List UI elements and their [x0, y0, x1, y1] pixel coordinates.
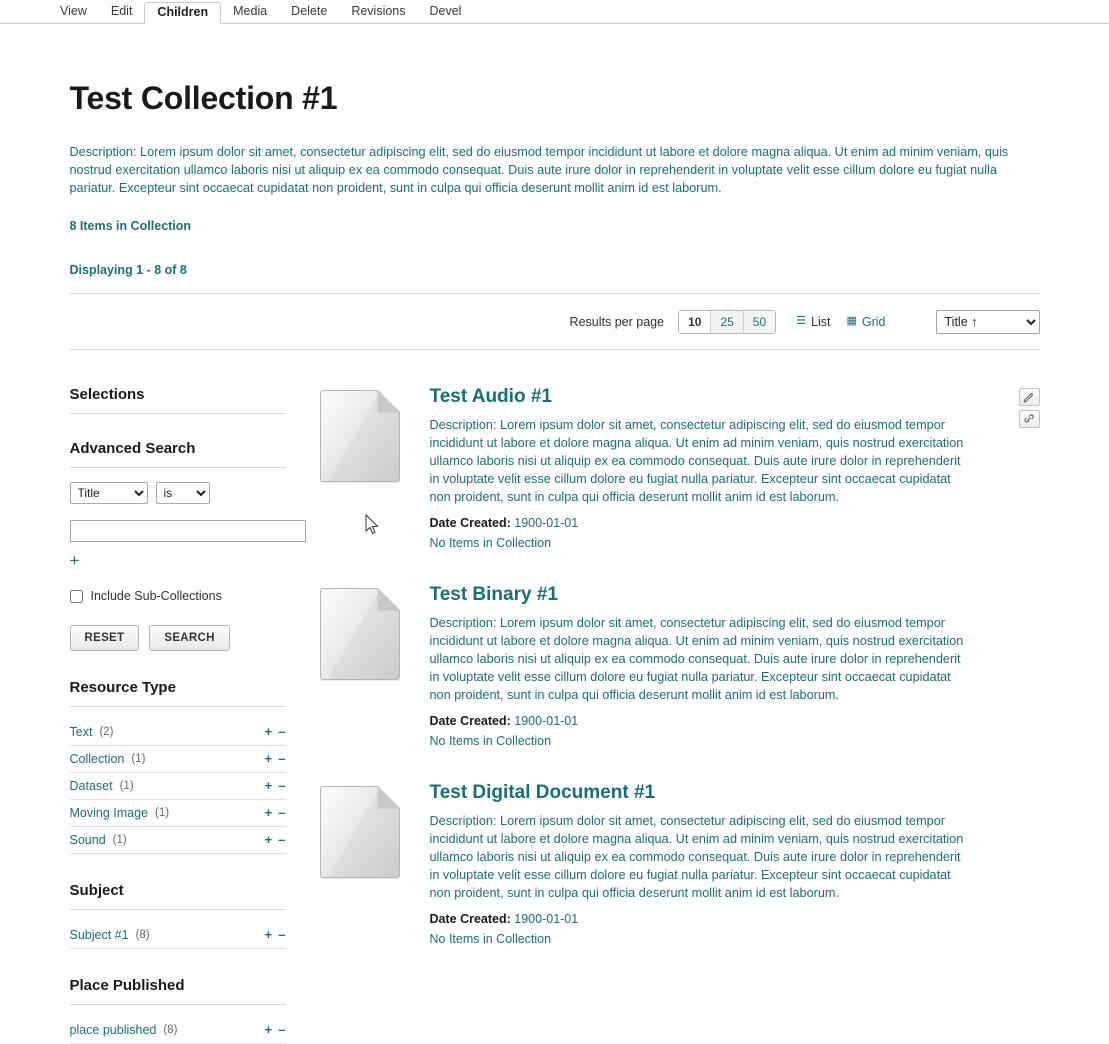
result-date — [430, 714, 970, 728]
facet-label[interactable]: Collection — [69, 751, 125, 766]
facet-label[interactable]: Text — [69, 724, 93, 739]
date-created-value: 1900-01-01 — [514, 714, 579, 728]
selections-heading: Selections — [70, 386, 286, 414]
result-body — [430, 386, 1040, 550]
tab-edit[interactable]: Edit — [110, 4, 133, 18]
facet-exclude-icon[interactable]: – — [278, 1022, 286, 1037]
view-grid-option[interactable] — [846, 315, 885, 329]
advanced-search-row — [70, 482, 286, 504]
facet-controls — [265, 724, 286, 739]
advanced-search-heading: Advanced Search — [70, 440, 286, 468]
result-date — [430, 516, 970, 530]
facet-include-icon[interactable]: + — [264, 751, 273, 766]
result-item — [320, 584, 1040, 748]
document-thumbnail-icon[interactable] — [320, 588, 400, 680]
result-date — [430, 912, 970, 926]
subject-heading: Subject — [70, 882, 286, 910]
facet-include-icon[interactable]: + — [264, 805, 273, 820]
search-field-select[interactable] — [70, 482, 148, 504]
tab-delete[interactable]: Delete — [291, 4, 328, 18]
facet-exclude-icon[interactable]: – — [278, 805, 286, 820]
tab-devel[interactable]: Devel — [429, 4, 462, 18]
result-no-items: No Items in Collection — [429, 536, 552, 550]
date-created-label: Date Created: — [429, 516, 511, 530]
facet-resource-type-text[interactable] — [70, 719, 286, 746]
facet-count: (1) — [131, 752, 146, 765]
thumbnail-wrap[interactable] — [320, 584, 430, 748]
add-search-row-button[interactable]: + — [69, 551, 80, 570]
facet-controls — [265, 751, 286, 766]
items-in-collection-count: 8 Items in Collection — [69, 219, 192, 233]
facet-label[interactable]: place published — [69, 1022, 157, 1037]
per-page-50-button[interactable]: 50 — [744, 311, 775, 333]
mouse-cursor — [366, 515, 380, 536]
date-created-value: 1900-01-01 — [514, 912, 579, 926]
result-title[interactable]: Test Audio #1 — [429, 386, 552, 407]
collection-description: Description: Lorem ipsum dolor sit amet, consectetur adipiscing elit, sed do eiusmod tempor incididunt ut labore et dolore magna aliqua. Ut enim ad minim veniam, quis nostrud exercitation ullamco laboris nisi ut aliquip ex ea commodo consequat. Duis aute irure dolor in reprehenderit in voluptate velit esse cillum dolore eu fugiat nulla pariatur. Excepteur sint occaecat cupidatat non proident, sunt in culpa qui officia deserunt mollit anim id est laborum. — [69, 145, 1009, 195]
facet-exclude-icon[interactable]: – — [278, 778, 286, 793]
view-grid-label: Grid — [861, 314, 886, 329]
view-toggle — [796, 315, 885, 329]
result-description: Description: Lorem ipsum dolor sit amet, consectetur adipiscing elit, sed do eiusmod tempor incididunt ut labore et dolore magna aliqua. Ut enim ad minim veniam, quis nostrud exercitation ullamco laboris nisi ut aliquip ex ea commodo consequat. Duis aute irure dolor in reprehenderit in voluptate velit esse cillum dolore eu fugiat nulla pariatur. Excepteur sint occaecat cupidatat non proident, sunt in culpa qui officia deserunt mollit anim id est laborum. — [429, 814, 964, 900]
result-description: Description: Lorem ipsum dolor sit amet, consectetur adipiscing elit, sed do eiusmod tempor incididunt ut labore et dolore magna aliqua. Ut enim ad minim veniam, quis nostrud exercitation ullamco laboris nisi ut aliquip ex ea commodo consequat. Duis aute irure dolor in reprehenderit in voluptate velit esse cillum dolore eu fugiat nulla pariatur. Excepteur sint occaecat cupidatat non proident, sunt in culpa qui officia deserunt mollit anim id est laborum. — [429, 418, 964, 504]
facet-include-icon[interactable]: + — [264, 1022, 273, 1037]
facet-label[interactable]: Subject #1 — [69, 927, 129, 942]
facet-controls — [265, 1022, 286, 1037]
result-no-items: No Items in Collection — [429, 734, 552, 748]
search-button[interactable]: SEARCH — [149, 625, 229, 651]
include-subcollections-row — [70, 589, 286, 603]
tab-view[interactable]: View — [60, 4, 87, 18]
facet-count: (2) — [99, 725, 114, 738]
result-item — [320, 782, 1040, 946]
result-description: Description: Lorem ipsum dolor sit amet, consectetur adipiscing elit, sed do eiusmod tempor incididunt ut labore et dolore magna aliqua. Ut enim ad minim veniam, quis nostrud exercitation ullamco laboris nisi ut aliquip ex ea commodo consequat. Duis aute irure dolor in reprehenderit in voluptate velit esse cillum dolore eu fugiat nulla pariatur. Excepteur sint occaecat cupidatat non proident, sunt in culpa qui officia deserunt mollit anim id est laborum. — [429, 616, 964, 702]
grid-icon: ▦ — [846, 315, 857, 327]
facet-resource-type-collection[interactable] — [70, 746, 286, 773]
facet-controls — [265, 778, 286, 793]
facet-exclude-icon[interactable]: – — [278, 751, 286, 766]
thumbnail-shine — [321, 589, 399, 679]
result-actions — [1019, 388, 1040, 428]
search-operator-select[interactable] — [156, 482, 210, 504]
date-created-label: Date Created: — [429, 714, 511, 728]
resource-type-heading: Resource Type — [70, 679, 286, 707]
search-input[interactable] — [70, 520, 306, 542]
facet-count: (8) — [163, 1023, 178, 1036]
place-published-heading: Place Published — [70, 977, 286, 1005]
facet-count: (1) — [112, 833, 127, 846]
date-created-label: Date Created: — [429, 912, 511, 926]
facet-controls — [265, 927, 286, 942]
thumbnail-wrap[interactable] — [320, 782, 430, 946]
facet-resource-type-sound[interactable] — [70, 827, 286, 854]
thumbnail-shine — [321, 787, 399, 877]
view-list-label: List — [811, 314, 831, 329]
tab-revisions[interactable]: Revisions — [351, 4, 406, 18]
per-page-25-button[interactable]: 25 — [711, 311, 743, 333]
results-per-page-label: Results per page — [569, 314, 665, 329]
facet-exclude-icon[interactable]: – — [278, 724, 286, 739]
search-buttons — [70, 625, 286, 651]
include-subcollections-label: Include Sub-Collections — [90, 589, 222, 603]
result-item — [320, 386, 1040, 550]
main-columns — [70, 386, 1040, 1044]
facet-include-icon[interactable]: + — [264, 832, 273, 847]
facet-label[interactable]: Moving Image — [69, 805, 149, 820]
sort-select[interactable] — [936, 310, 1040, 334]
results-controls-bar — [70, 294, 1040, 350]
result-no-items: No Items in Collection — [429, 932, 552, 946]
facet-resource-type-dataset[interactable] — [70, 773, 286, 800]
per-page-10-button[interactable]: 10 — [679, 311, 711, 333]
facet-include-icon[interactable]: + — [264, 724, 273, 739]
result-title[interactable]: Test Digital Document #1 — [429, 782, 656, 803]
facet-include-icon[interactable]: + — [264, 778, 273, 793]
document-thumbnail-icon[interactable] — [320, 786, 400, 878]
facet-label[interactable]: Sound — [69, 832, 106, 847]
list-icon: ☰ — [796, 315, 807, 327]
node-tabs — [0, 0, 1109, 24]
facet-controls — [265, 832, 286, 847]
date-created-value: 1900-01-01 — [514, 516, 579, 530]
facet-subject-1[interactable] — [70, 922, 286, 949]
facet-resource-type-moving-image[interactable] — [70, 800, 286, 827]
facet-controls — [265, 805, 286, 820]
tab-children[interactable]: Children — [144, 2, 221, 24]
facet-label[interactable]: Dataset — [69, 778, 113, 793]
sidebar — [70, 386, 310, 1044]
facet-include-icon[interactable]: + — [264, 927, 273, 942]
document-thumbnail-icon[interactable] — [320, 390, 400, 482]
include-subcollections-checkbox[interactable] — [70, 590, 83, 603]
result-body — [430, 782, 1040, 946]
edit-pencil-icon[interactable] — [1019, 388, 1040, 406]
result-title[interactable]: Test Binary #1 — [429, 584, 558, 605]
displaying-range: Displaying 1 - 8 of 8 — [70, 263, 1040, 294]
thumbnail-shine — [321, 391, 399, 481]
tab-media[interactable]: Media — [233, 4, 268, 18]
reset-button[interactable]: RESET — [70, 625, 140, 651]
results-list — [310, 386, 1040, 1044]
result-body — [430, 584, 1040, 748]
results-per-page-group — [678, 310, 776, 334]
facet-place-published[interactable] — [70, 1017, 286, 1044]
facet-count: (1) — [119, 779, 134, 792]
facet-count: (1) — [155, 806, 170, 819]
link-icon[interactable] — [1019, 410, 1040, 428]
facet-exclude-icon[interactable]: – — [278, 927, 286, 942]
facet-exclude-icon[interactable]: – — [278, 832, 286, 847]
facet-count: (8) — [135, 928, 150, 941]
view-list-option[interactable] — [796, 315, 830, 329]
page-title: Test Collection #1 — [69, 80, 338, 116]
